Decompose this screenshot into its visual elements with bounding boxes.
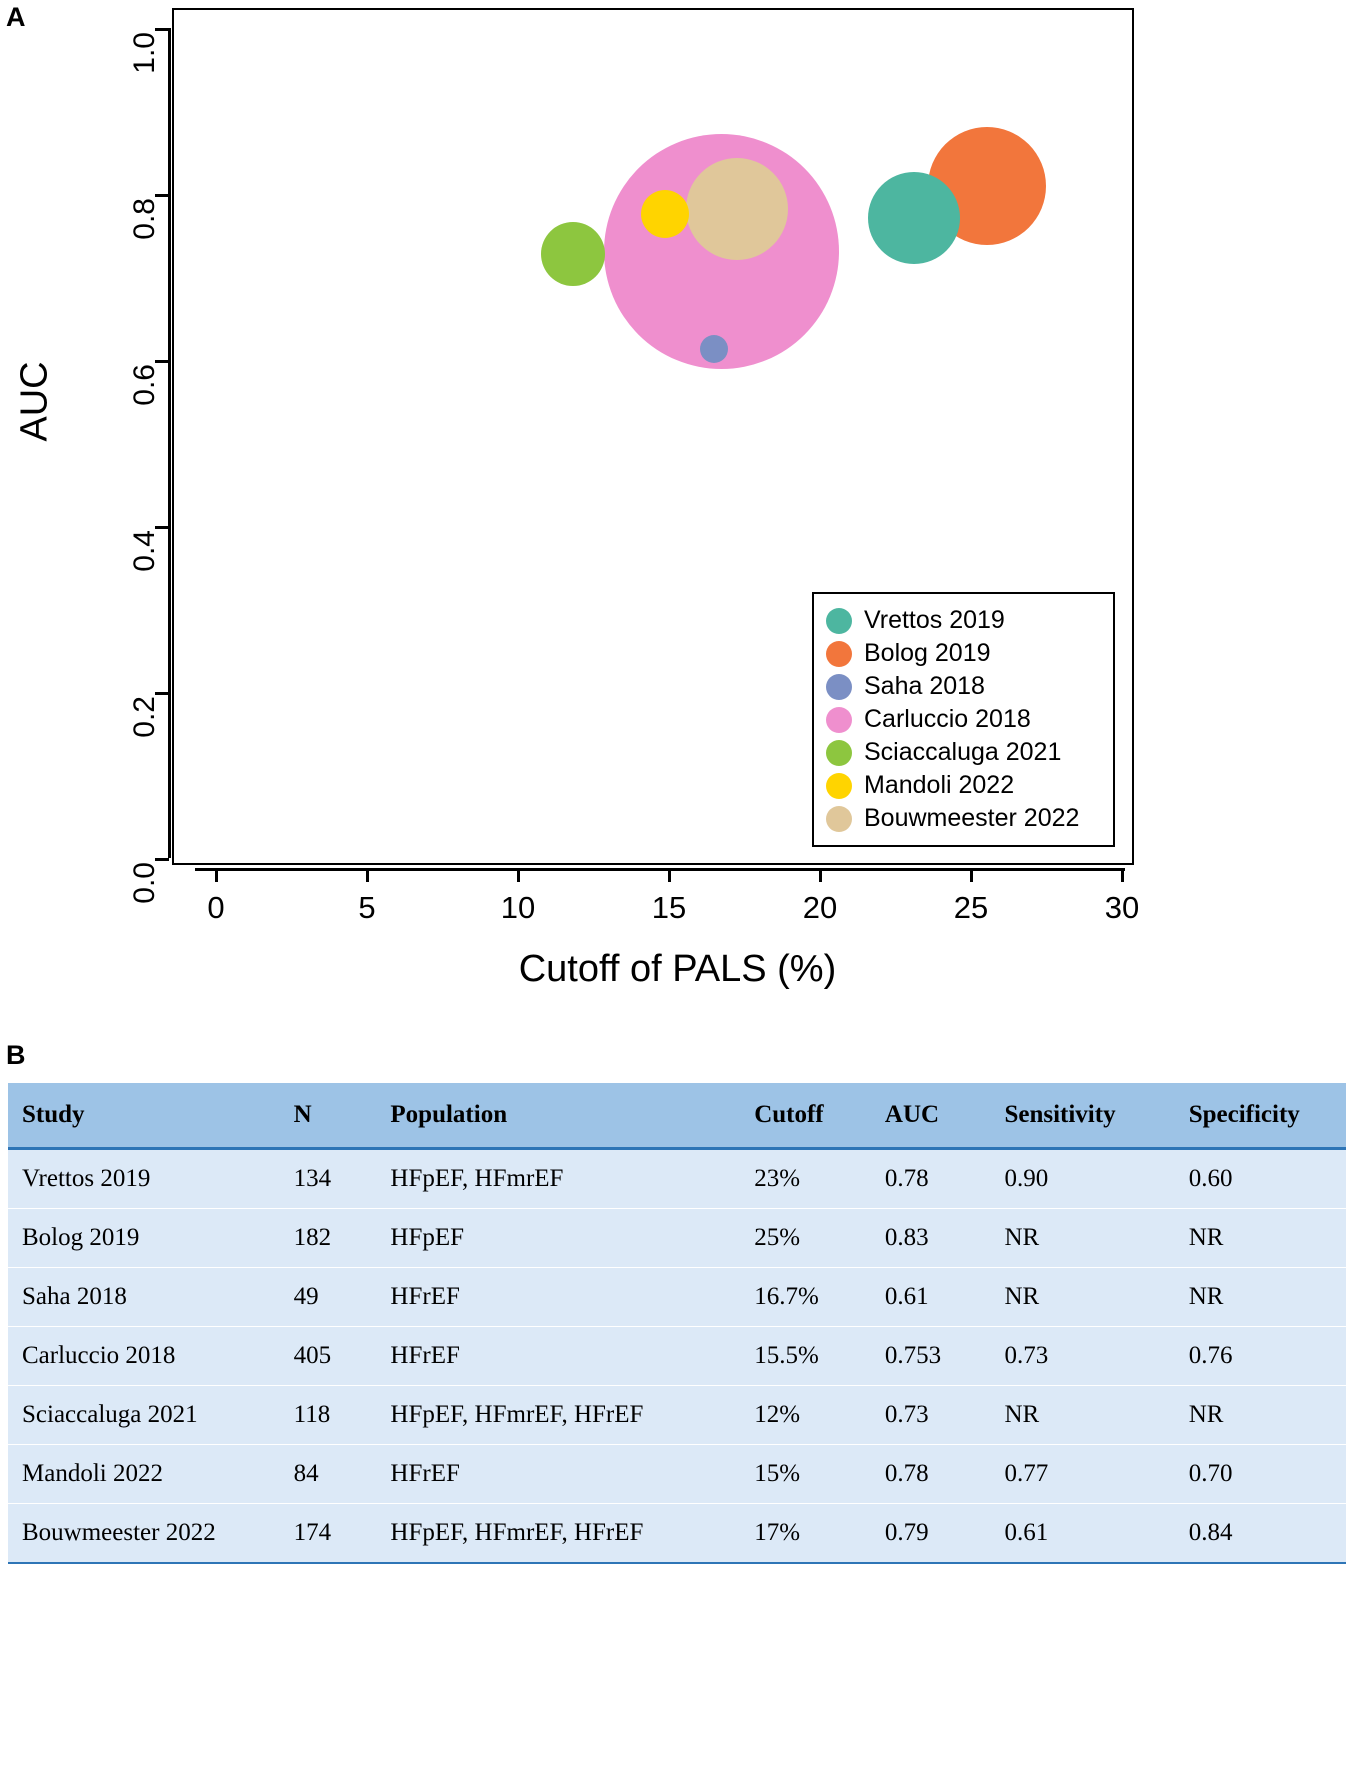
cell-sensitivity: NR	[990, 1268, 1174, 1327]
y-axis-line	[168, 28, 171, 858]
y-tick	[155, 28, 169, 31]
legend-label: Bouwmeester 2022	[864, 804, 1080, 832]
cell-population: HFrEF	[376, 1268, 740, 1327]
table-row	[8, 1149, 1346, 1209]
x-tick-label: 20	[802, 890, 838, 925]
cell-n: 118	[280, 1386, 377, 1445]
y-tick-label: 0.4	[128, 530, 161, 572]
bubble-bouwmeester-2022	[686, 158, 788, 260]
cell-population: HFpEF, HFmrEF	[376, 1149, 740, 1209]
cell-n: 182	[280, 1209, 377, 1268]
column-header-auc: AUC	[871, 1083, 991, 1149]
panel-b-summary-table	[8, 1083, 1346, 1564]
cell-specificity: 0.84	[1175, 1504, 1346, 1564]
table-row	[8, 1445, 1346, 1504]
cell-population: HFpEF	[376, 1209, 740, 1268]
legend-label: Carluccio 2018	[864, 705, 1031, 733]
bubble-vrettos-2019	[868, 172, 960, 264]
cell-cutoff: 25%	[740, 1209, 871, 1268]
cell-cutoff: 23%	[740, 1149, 871, 1209]
cell-auc: 0.78	[871, 1445, 991, 1504]
x-tick	[819, 868, 822, 882]
legend-item	[826, 637, 1105, 670]
legend-label: Bolog 2019	[864, 639, 991, 667]
y-tick-label: 1.0	[128, 32, 161, 74]
table-header-row	[8, 1083, 1346, 1149]
y-tick	[155, 692, 169, 695]
table-row	[8, 1386, 1346, 1445]
column-header-study: Study	[8, 1083, 280, 1149]
x-tick	[215, 868, 218, 882]
cell-specificity: NR	[1175, 1268, 1346, 1327]
x-tick	[517, 868, 520, 882]
column-header-population: Population	[376, 1083, 740, 1149]
legend-item	[826, 769, 1105, 802]
x-tick-label: 30	[1104, 890, 1140, 925]
cell-n: 84	[280, 1445, 377, 1504]
column-header-n: N	[280, 1083, 377, 1149]
cell-study: Mandoli 2022	[8, 1445, 280, 1504]
y-tick-label: 0.8	[128, 198, 161, 240]
cell-sensitivity: 0.61	[990, 1504, 1174, 1564]
cell-sensitivity: 0.73	[990, 1327, 1174, 1386]
legend-color-swatch-icon	[826, 707, 852, 733]
cell-population: HFpEF, HFmrEF, HFrEF	[376, 1386, 740, 1445]
cell-sensitivity: NR	[990, 1209, 1174, 1268]
cell-n: 49	[280, 1268, 377, 1327]
legend-item	[826, 802, 1105, 835]
cell-sensitivity: NR	[990, 1386, 1174, 1445]
x-axis-title: Cutoff of PALS (%)	[518, 948, 837, 990]
studies-table	[8, 1083, 1346, 1564]
legend-color-swatch-icon	[826, 806, 852, 832]
cell-specificity: 0.76	[1175, 1327, 1346, 1386]
x-axis-line	[195, 868, 1125, 871]
x-tick	[366, 868, 369, 882]
cell-auc: 0.753	[871, 1327, 991, 1386]
bubble-saha-2018	[700, 335, 728, 363]
cell-n: 174	[280, 1504, 377, 1564]
cell-study: Bolog 2019	[8, 1209, 280, 1268]
cell-study: Sciaccaluga 2021	[8, 1386, 280, 1445]
x-tick-label: 25	[953, 890, 989, 925]
table-row	[8, 1327, 1346, 1386]
cell-study: Saha 2018	[8, 1268, 280, 1327]
legend-label: Sciaccaluga 2021	[864, 738, 1062, 766]
legend-item	[826, 736, 1105, 769]
y-tick	[155, 360, 169, 363]
panel-b-label: B	[6, 1040, 26, 1070]
cell-study: Carluccio 2018	[8, 1327, 280, 1386]
panel-a-label: A	[6, 2, 26, 32]
cell-cutoff: 17%	[740, 1504, 871, 1564]
y-tick-label: 0.2	[128, 696, 161, 738]
cell-population: HFrEF	[376, 1445, 740, 1504]
x-tick	[1121, 868, 1124, 882]
cell-study: Bouwmeester 2022	[8, 1504, 280, 1564]
cell-specificity: 0.70	[1175, 1445, 1346, 1504]
legend-color-swatch-icon	[826, 608, 852, 634]
legend-label: Mandoli 2022	[864, 771, 1015, 799]
legend-item	[826, 604, 1105, 637]
table-header	[8, 1083, 1346, 1149]
table-row	[8, 1209, 1346, 1268]
x-tick	[970, 868, 973, 882]
legend-item	[826, 703, 1105, 736]
table-row	[8, 1268, 1346, 1327]
cell-auc: 0.61	[871, 1268, 991, 1327]
cell-sensitivity: 0.90	[990, 1149, 1174, 1209]
bubble-mandoli-2022	[641, 190, 689, 238]
x-tick-label: 5	[358, 890, 376, 925]
column-header-specificity: Specificity	[1175, 1083, 1346, 1149]
y-axis-title: AUC	[13, 361, 56, 442]
cell-specificity: NR	[1175, 1209, 1346, 1268]
cell-specificity: 0.60	[1175, 1149, 1346, 1209]
cell-population: HFrEF	[376, 1327, 740, 1386]
y-tick	[155, 858, 169, 861]
legend-color-swatch-icon	[826, 773, 852, 799]
column-header-cutoff: Cutoff	[740, 1083, 871, 1149]
cell-auc: 0.73	[871, 1386, 991, 1445]
bubble-sciaccaluga-2021	[541, 222, 605, 286]
legend-color-swatch-icon	[826, 740, 852, 766]
cell-population: HFpEF, HFmrEF, HFrEF	[376, 1504, 740, 1564]
x-tick-label: 10	[500, 890, 536, 925]
x-tick	[668, 868, 671, 882]
x-tick-label: 0	[207, 890, 225, 925]
cell-cutoff: 15%	[740, 1445, 871, 1504]
legend-color-swatch-icon	[826, 641, 852, 667]
chart-legend	[812, 592, 1115, 847]
cell-auc: 0.78	[871, 1149, 991, 1209]
legend-color-swatch-icon	[826, 674, 852, 700]
cell-sensitivity: 0.77	[990, 1445, 1174, 1504]
legend-label: Vrettos 2019	[864, 606, 1005, 634]
column-header-sensitivity: Sensitivity	[990, 1083, 1174, 1149]
y-tick-label: 0.0	[128, 862, 161, 904]
cell-auc: 0.83	[871, 1209, 991, 1268]
cell-n: 405	[280, 1327, 377, 1386]
cell-cutoff: 16.7%	[740, 1268, 871, 1327]
cell-specificity: NR	[1175, 1386, 1346, 1445]
legend-label: Saha 2018	[864, 672, 985, 700]
cell-study: Vrettos 2019	[8, 1149, 280, 1209]
cell-auc: 0.79	[871, 1504, 991, 1564]
y-tick	[155, 194, 169, 197]
y-tick-label: 0.6	[128, 364, 161, 406]
y-tick	[155, 526, 169, 529]
cell-cutoff: 12%	[740, 1386, 871, 1445]
legend-item	[826, 670, 1105, 703]
cell-n: 134	[280, 1149, 377, 1209]
table-body	[8, 1149, 1346, 1564]
cell-cutoff: 15.5%	[740, 1327, 871, 1386]
x-tick-label: 15	[651, 890, 687, 925]
table-row	[8, 1504, 1346, 1564]
